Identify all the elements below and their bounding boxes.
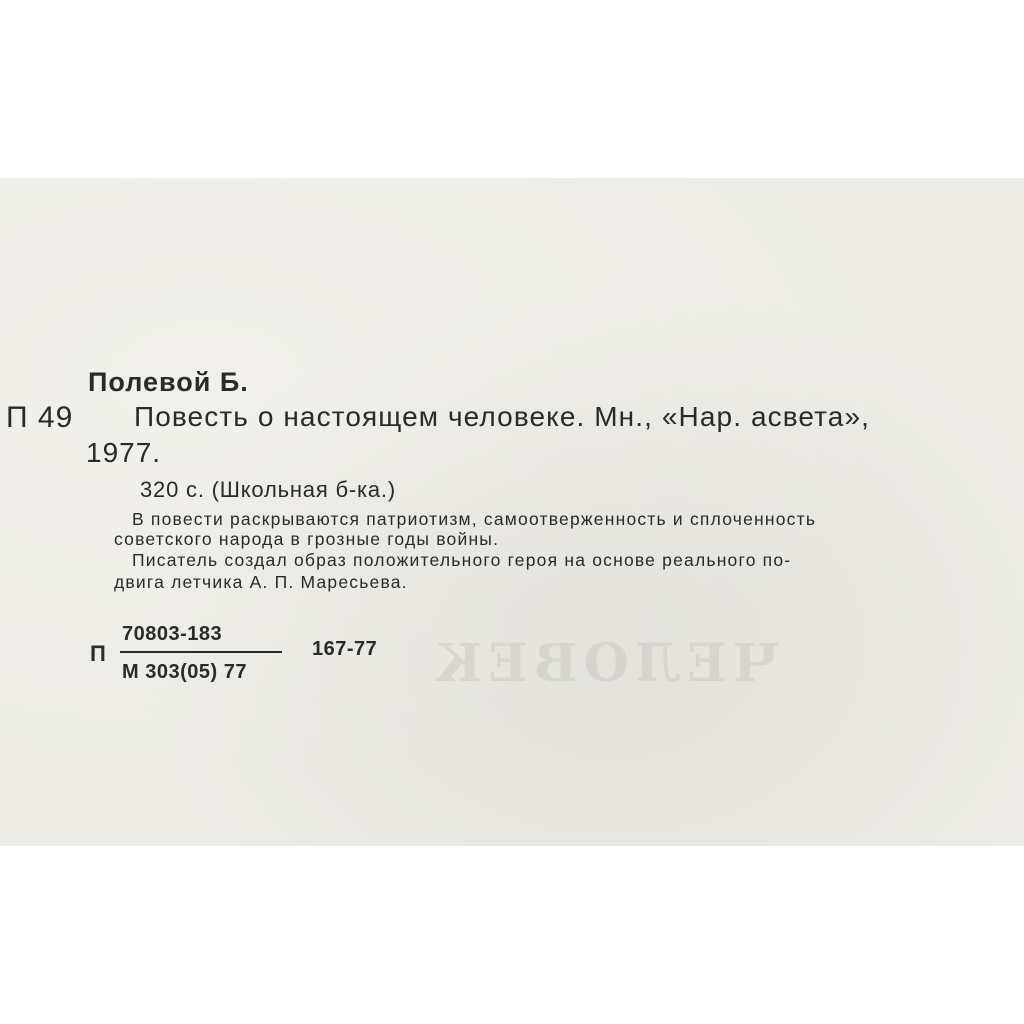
abstract-line: Писатель создал образ положительного героя на основе реального по- xyxy=(132,550,792,570)
catalog-card xyxy=(0,178,1024,846)
shelf-code: П 49 xyxy=(6,401,74,434)
bleed-through-text: ЧЕЛОВЕК xyxy=(428,633,780,694)
abstract-line: советского народа в грозные годы войны. xyxy=(114,529,500,549)
fraction-line xyxy=(120,651,282,653)
index-letter: П xyxy=(90,641,106,666)
author-name: Полевой Б. xyxy=(88,367,249,397)
abstract-line: двига летчика А. П. Маресьева. xyxy=(114,572,408,592)
index-denominator: М 303(05) 77 xyxy=(122,661,247,683)
publication-year: 1977. xyxy=(86,437,162,468)
abstract-line: В повести раскрываются патриотизм, самоотверженность и сплоченность xyxy=(132,509,817,529)
book-title: Повесть о настоящем человеке. Мн., «Нар. асвета», xyxy=(134,401,870,432)
page-count: 320 с. (Школьная б-ка.) xyxy=(140,477,396,502)
index-code: 167-77 xyxy=(312,638,378,660)
index-numerator: 70803-183 xyxy=(122,623,223,645)
